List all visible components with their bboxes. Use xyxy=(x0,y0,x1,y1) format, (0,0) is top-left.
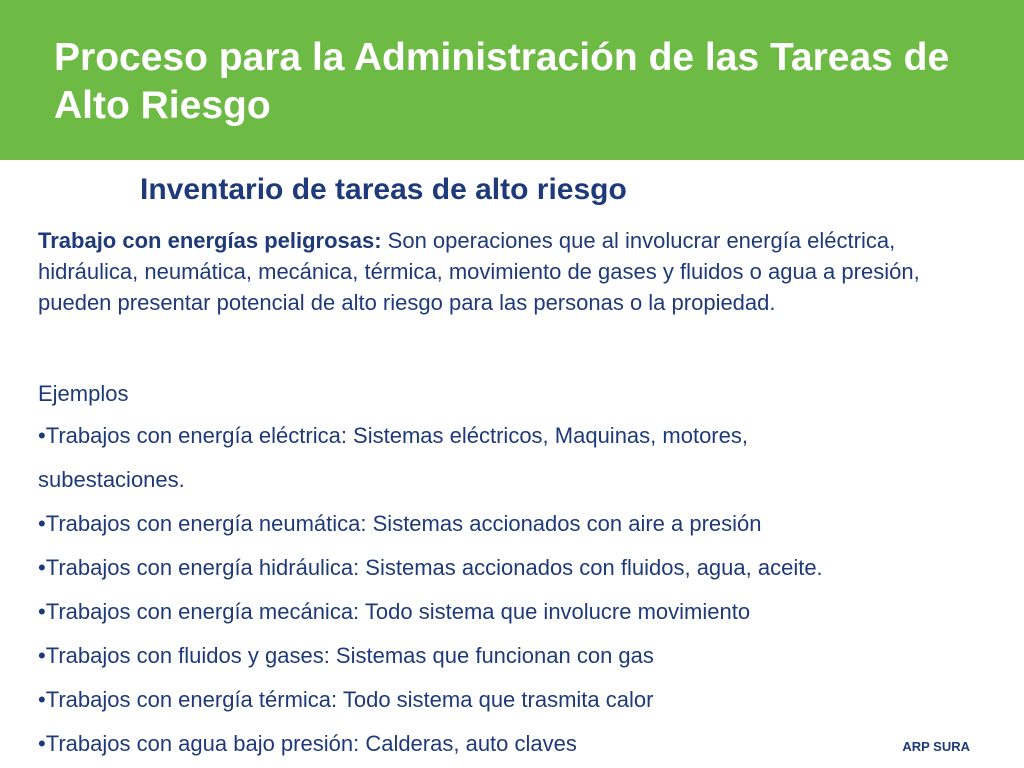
list-item: •Trabajos con energía eléctrica: Sistemas eléctricos, Maquinas, motores, xyxy=(38,423,748,448)
list-item: •Trabajos con energía neumática: Sistemas accionados con aire a presión xyxy=(38,511,762,536)
list-item: •Trabajos con energía térmica: Todo sistema que trasmita calor xyxy=(38,687,654,712)
examples-heading: Ejemplos xyxy=(38,381,129,406)
header-banner xyxy=(0,0,1024,160)
section-subtitle: Inventario de tareas de alto riesgo xyxy=(140,173,627,206)
intro-paragraph xyxy=(38,225,988,318)
list-item: •Trabajos con agua bajo presión: Calderas, auto claves xyxy=(38,731,577,756)
examples-list xyxy=(38,414,988,766)
list-item: •Trabajos con energía mecánica: Todo sistema que involucre movimiento xyxy=(38,599,751,624)
brand-label: ARP SURA xyxy=(902,739,970,754)
list-item: •Trabajos con fluidos y gases: Sistemas que funcionan con gas xyxy=(38,643,654,668)
page-title: Proceso para la Administración de las Tareas de Alto Riesgo xyxy=(54,36,950,127)
intro-text: Son operaciones que al involucrar energía eléctrica, hidráulica, neumática, mecánica, térmica, movimiento de gases y fluidos o agua a presión, pueden presentar potencial de alto riesgo para las personas o la propiedad. xyxy=(38,228,920,315)
list-item: •Trabajos con energía hidráulica: Sistemas accionados con fluidos, agua, aceite. xyxy=(38,555,823,580)
list-item: subestaciones. xyxy=(38,467,185,492)
intro-term: Trabajo con energías peligrosas: xyxy=(38,228,382,253)
